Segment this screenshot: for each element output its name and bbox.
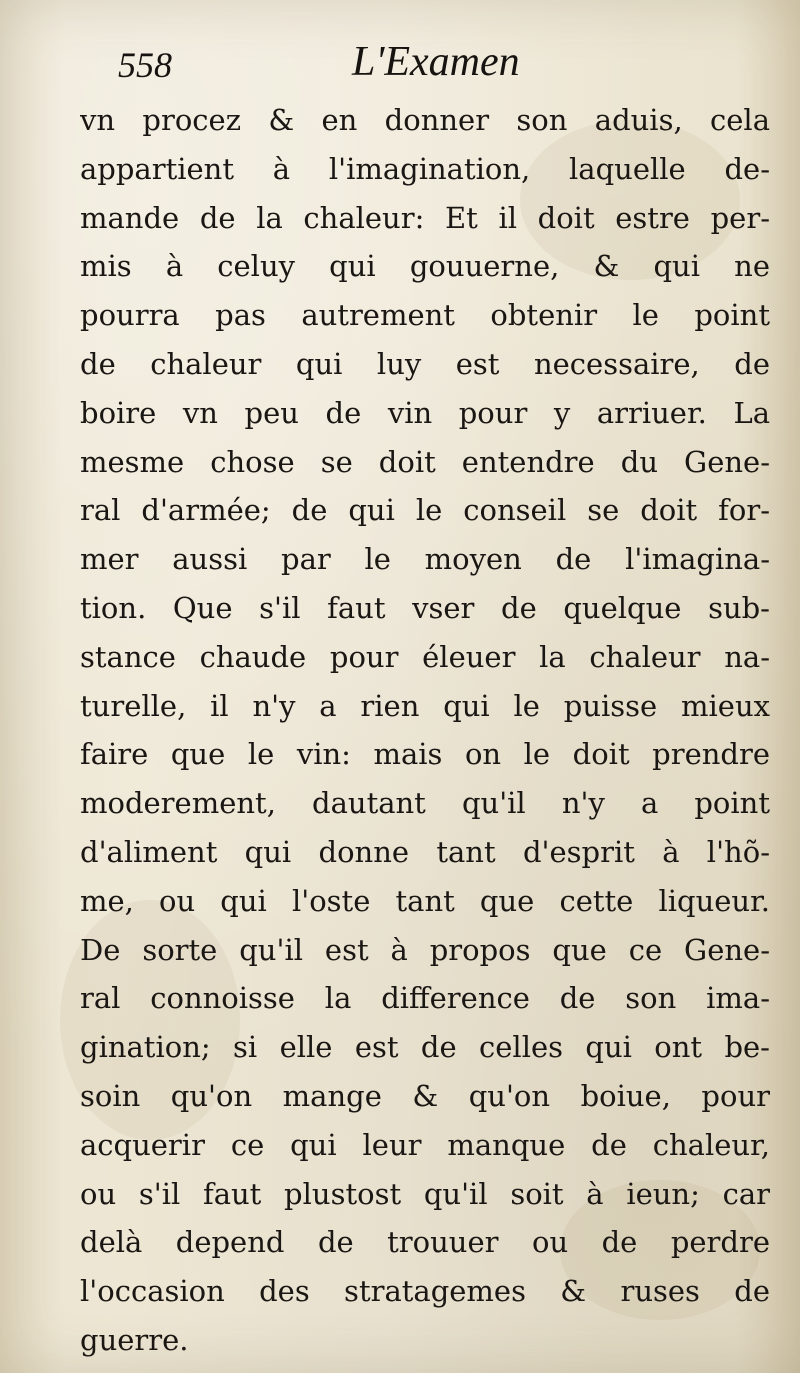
text-line: turelle, il n'y a rien qui le puisse mieux	[80, 688, 770, 723]
text-line: de chaleur qui luy est necessaire, de	[80, 346, 770, 381]
text-line: boire vn peu de vin pour y arriuer. La	[80, 395, 770, 430]
text-line: mis à celuy qui gouuerne, & qui ne	[80, 249, 770, 284]
text-line: mer aussi par le moyen de l'imagina-	[80, 542, 770, 577]
body-text	[80, 96, 770, 1365]
text-line: mesme chose se doit entendre du Gene-	[80, 444, 770, 479]
text-line: appartient à l'imagination, laquelle de-	[80, 151, 770, 186]
text-line: soin qu'on mange & qu'on boiue, pour	[80, 1078, 770, 1113]
text-line: mande de la chaleur: Et il doit estre per-	[80, 200, 770, 235]
text-line: De sorte qu'il est à propos que ce Gene-	[80, 932, 770, 967]
text-line: gination; si elle est de celles qui ont be-	[80, 1030, 770, 1065]
text-line: delà depend de trouuer ou de perdre	[80, 1225, 770, 1260]
text-line: faire que le vin: mais on le doit prendre	[80, 737, 770, 772]
text-line: tion. Que s'il faut vser de quelque sub-	[80, 590, 770, 625]
text-line: d'aliment qui donne tant d'esprit à l'hõ-	[80, 834, 770, 869]
text-line: guerre.	[80, 1322, 189, 1357]
text-line: stance chaude pour éleuer la chaleur na-	[80, 639, 770, 674]
text-line: ou s'il faut plustost qu'il soit à ieun; car	[80, 1176, 770, 1211]
page-number: 558	[118, 45, 172, 85]
text-line: vn procez & en donner son aduis, cela	[80, 103, 770, 137]
text-line: pourra pas autrement obtenir le point	[80, 298, 770, 333]
text-line: l'occasion des stratagemes & ruses de	[80, 1274, 770, 1309]
page-header	[0, 36, 800, 96]
text-line: moderement, dautant qu'il n'y a point	[80, 786, 770, 821]
text-line: ral connoisse la difference de son ima-	[80, 981, 770, 1016]
text-line: ral d'armée; de qui le conseil se doit for-	[80, 493, 770, 528]
running-head: L'Examen	[352, 39, 520, 85]
text-line: me, ou qui l'oste tant que cette liqueur.	[80, 883, 770, 918]
text-line: acquerir ce qui leur manque de chaleur,	[80, 1127, 770, 1162]
